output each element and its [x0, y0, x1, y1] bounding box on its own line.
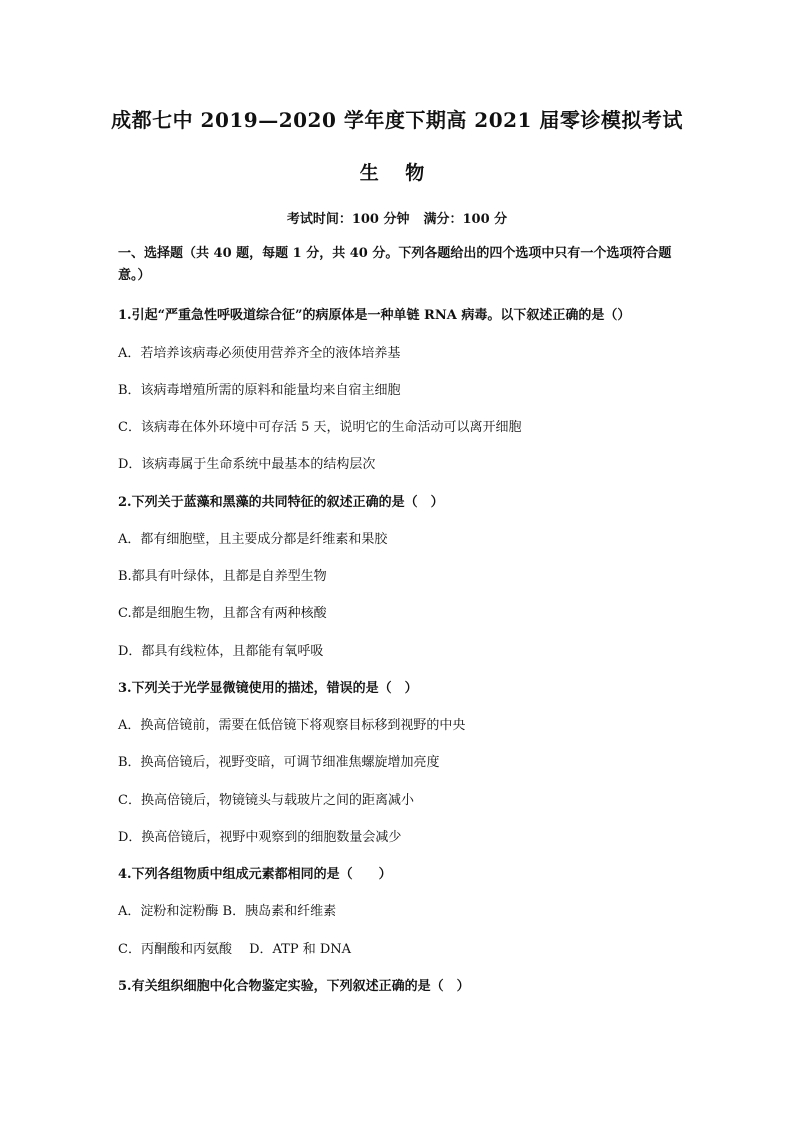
question-3-option-a: A．换高倍镜前，需要在低倍镜下将观察目标移到视野的中央 [118, 718, 466, 733]
question-1-option-c: C．该病毒在体外环境中可存活 5 天，说明它的生命活动可以离开细胞 [118, 420, 522, 435]
question-3-option-d: D．换高倍镜后，视野中观察到的细胞数量会减少 [118, 830, 402, 845]
question-stem-2: 2.下列关于蓝藻和黑藻的共同特征的叙述正确的是（ ） [118, 495, 444, 510]
exam-title: 成都七中 2019—2020 学年度下期高 2021 届零诊模拟考试 [111, 108, 683, 132]
question-2-option-b: B.都具有叶绿体，且都是自养型生物 [118, 569, 327, 584]
question-stem-3: 3.下列关于光学显微镜使用的描述，错误的是（ ） [118, 681, 418, 696]
question-1-option-d: D．该病毒属于生命系统中最基本的结构层次 [118, 457, 376, 472]
exam-info [0, 208, 794, 227]
full-score: 满分：100 分 [423, 212, 508, 227]
question-4-options-cd: C．丙酮酸和丙氨酸 D．ATP 和 DNA [118, 942, 352, 957]
question-1-option-a: A．若培养该病毒必须使用营养齐全的液体培养基 [118, 346, 401, 361]
question-3-option-b: B．换高倍镜后，视野变暗，可调节细准焦螺旋增加亮度 [118, 755, 440, 770]
question-1-option-b: B．该病毒增殖所需的原料和能量均来自宿主细胞 [118, 383, 401, 398]
exam-time: 考试时间：100 分钟 [286, 212, 410, 227]
question-2-option-a: A．都有细胞壁，且主要成分都是纤维素和果胶 [118, 532, 388, 547]
subject-title: 生 物 [359, 162, 435, 184]
question-4-options-ab: A．淀粉和淀粉酶 B．胰岛素和纤维素 [118, 904, 337, 919]
question-2-option-d: D．都具有线粒体，且都能有氧呼吸 [118, 644, 324, 659]
section-instructions: 一、选择题（共 40 题，每题 1 分，共 40 分。下列各题给出的四个选项中只有一个选项符合题意。） [118, 246, 672, 283]
question-stem-5: 5.有关组织细胞中化合物鉴定实验，下列叙述正确的是（ ） [118, 979, 470, 994]
question-3-option-c: C．换高倍镜后，物镜镜头与载玻片之间的距离减小 [118, 793, 414, 808]
question-2-option-c: C.都是细胞生物，且都含有两种核酸 [118, 606, 327, 621]
question-stem-4: 4.下列各组物质中组成元素都相同的是（ ） [118, 867, 392, 882]
question-stem-1: 1.引起“严重急性呼吸道综合征”的病原体是一种单链 RNA 病毒。以下叙述正确的是（） [118, 308, 631, 323]
